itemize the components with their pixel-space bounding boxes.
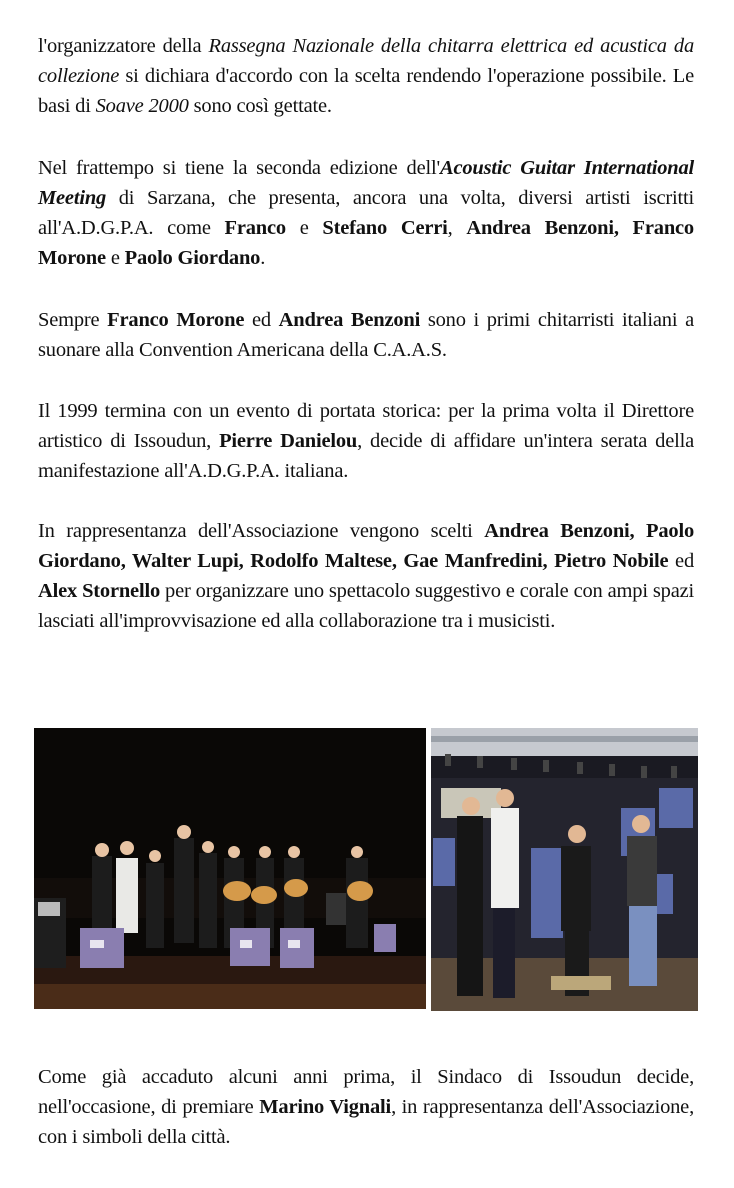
emphasis-run: Franco [224,217,286,239]
musicians-on-stage-photo [34,728,426,1009]
text-run: Il 1999 termina con un evento di portata storica: per la prima volta il Direttore artistico di Issoudun, [38,400,694,452]
emphasis-run: Paolo Giordano [124,247,261,269]
text-run: . [260,247,266,269]
emphasis-run: Andrea Benzoni, Franco Morone [38,217,694,269]
emphasis-run: Pierre Danielou [219,430,358,452]
text-run: di Sarzana, che presenta, ancora una volta, diversi artisti iscritti all'A.D.G.P.A. come [38,187,694,239]
paragraph-issoudun-1999 [38,396,694,486]
text-run: Come già accaduto alcuni anni prima, il Sindaco di Issoudun decide, nell'occasione, di premiare [38,1066,694,1118]
emphasis-run: Alex Stornello [38,580,161,602]
text-run: e [105,247,125,269]
text-run: Sempre [38,309,108,331]
text-run: In rappresentanza dell'Associazione vengono scelti [38,520,485,542]
text-run: Nel frattempo si tiene la seconda edizione dell' [38,157,440,179]
emphasis-run: Franco Morone [107,309,245,331]
paragraph-award [38,1062,694,1152]
text-run: , [447,217,467,239]
emphasis-run: Stefano Cerri [322,217,448,239]
text-run: e [285,217,323,239]
text-run: sono i primi chitarristi italiani a suonare alla Convention Americana della C.A.A.S. [38,309,694,361]
paragraph-representatives [38,516,694,636]
paragraph-caas-convention [38,305,694,365]
emphasis-run: Rassegna Nazionale della chitarra elettrica ed acustica da collezione [38,35,695,87]
paragraph-sarzana-meeting [38,153,694,273]
ceremony-photo-graphic [431,728,698,1011]
text-run: ed [244,309,279,331]
text-run: per organizzare uno spettacolo suggestivo e corale con ampi spazi lasciati all'improvvisazione ed alla collaborazione tra i musicisti. [38,580,694,632]
text-run: , decide di affidare un'intera serata della manifestazione all'A.D.G.P.A. italiana. [38,430,694,482]
stage-photo-graphic [34,728,426,1009]
text-run: ed [668,550,695,572]
award-ceremony-photo [431,728,698,1011]
text-run: l'organizzatore della [38,35,209,57]
paragraph-intro [38,31,694,121]
emphasis-run: Soave 2000 [95,95,189,117]
text-run: , in rappresentanza dell'Associazione, con i simboli della città. [38,1096,694,1148]
text-run: si dichiara d'accordo con la scelta rendendo l'operazione possibile. Le basi di [38,65,694,117]
text-run: sono così gettate. [188,95,332,117]
emphasis-run: Acoustic Guitar International Meeting [38,157,694,209]
emphasis-run: Andrea Benzoni, Paolo Giordano, Walter Lupi, Rodolfo Maltese, Gae Manfredini, Pietro Nobile [38,520,694,572]
emphasis-run: Marino Vignali [259,1096,392,1118]
emphasis-run: Andrea Benzoni [278,309,421,331]
